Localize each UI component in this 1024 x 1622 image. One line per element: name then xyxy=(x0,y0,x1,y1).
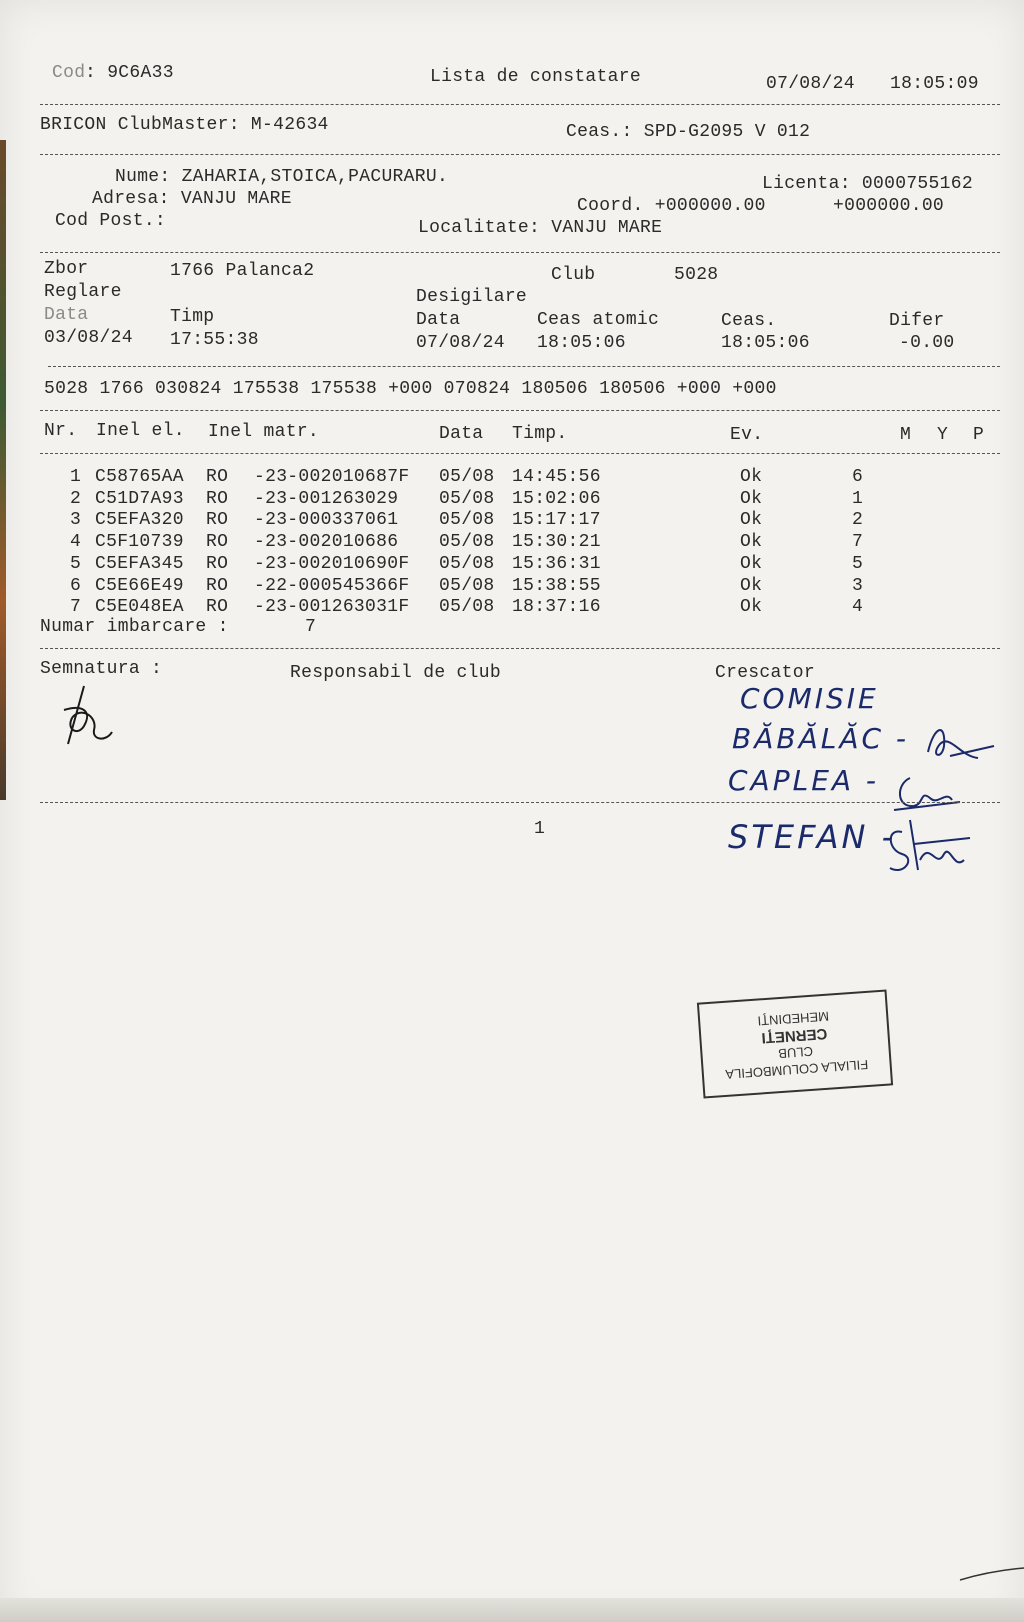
table-row xyxy=(0,553,1024,575)
row-nr: 1 xyxy=(70,467,82,487)
stamp-line-4: MEHEDINŢI xyxy=(757,1008,830,1029)
row-data: 05/08 xyxy=(439,510,495,531)
divider xyxy=(40,453,1000,454)
row-rank: 2 xyxy=(852,510,864,531)
desigilare-label: Desigilare xyxy=(416,287,528,307)
table-row xyxy=(0,509,1024,531)
row-inel-matr: -23-002010690F xyxy=(254,553,410,574)
table-row xyxy=(0,466,1024,488)
row-inel-el: C58765AA xyxy=(95,467,184,487)
col-data: Data xyxy=(439,424,484,444)
row-nr: 7 xyxy=(70,597,82,618)
row-inel-el: C5EFA320 xyxy=(95,510,184,531)
desig-ceas-atomic: 18:05:06 xyxy=(537,333,626,353)
row-inel-matr: -22-000545366F xyxy=(254,575,410,596)
divider xyxy=(40,154,1000,155)
page-number: 1 xyxy=(534,819,546,839)
stamp-line-2: CLUB xyxy=(777,1043,814,1062)
col-m: M xyxy=(900,425,912,445)
reglare-timp-header: Timp xyxy=(170,307,215,327)
row-country: RO xyxy=(206,532,229,553)
row-ev: Ok xyxy=(740,467,763,487)
clock-id: Ceas.: SPD-G2095 V 012 xyxy=(566,122,811,142)
row-nr: 2 xyxy=(70,488,82,509)
page-curl-line xyxy=(960,1560,1024,1590)
row-inel-el: C5F10739 xyxy=(95,532,184,553)
table-row xyxy=(0,596,1024,618)
handwritten-line-4: STEFAN - xyxy=(728,818,897,856)
system-id: BRICON ClubMaster: M-42634 xyxy=(40,115,329,135)
row-data: 05/08 xyxy=(439,575,495,596)
code-label: Cod xyxy=(52,63,86,83)
row-country: RO xyxy=(206,467,229,487)
divider xyxy=(48,366,1000,367)
row-country: RO xyxy=(206,597,229,618)
table-row xyxy=(0,575,1024,597)
table-row xyxy=(0,488,1024,510)
locality: Localitate: VANJU MARE xyxy=(418,218,663,238)
license: Licenta: 0000755162 xyxy=(762,174,973,194)
row-rank: 1 xyxy=(852,488,864,509)
row-country: RO xyxy=(206,488,229,509)
row-country: RO xyxy=(206,553,229,574)
table-row xyxy=(0,531,1024,553)
boarding-value: 7 xyxy=(305,617,317,637)
club-responsible-label: Responsabil de club xyxy=(290,663,501,683)
col-nr: Nr. xyxy=(44,421,78,441)
row-rank: 5 xyxy=(852,553,864,574)
divider xyxy=(40,410,1000,411)
club-value: 5028 xyxy=(674,265,719,285)
row-timp: 18:37:16 xyxy=(512,597,601,618)
row-inel-el: C5E66E49 xyxy=(95,575,184,596)
flight-code-line: 5028 1766 030824 175538 175538 +000 070824 180506 180506 +000 +000 xyxy=(44,379,777,399)
col-inel-el: Inel el. xyxy=(96,421,185,441)
row-ev: Ok xyxy=(740,575,763,596)
col-inel-matr: Inel matr. xyxy=(208,422,320,442)
divider xyxy=(40,252,1000,253)
desig-data: 07/08/24 xyxy=(416,333,505,353)
handwritten-line-1: COMISIE xyxy=(740,682,879,715)
row-timp: 14:45:56 xyxy=(512,467,601,487)
row-data: 05/08 xyxy=(439,467,495,487)
row-inel-matr: -23-001263029 xyxy=(254,488,399,509)
zbor-value: 1766 Palanca2 xyxy=(170,261,315,281)
row-country: RO xyxy=(206,575,229,596)
handwritten-line-3: CAPLEA - xyxy=(728,764,880,797)
desig-data-header: Data xyxy=(416,310,461,330)
header-date: 07/08/24 xyxy=(766,74,855,94)
row-country: RO xyxy=(206,510,229,531)
stamp-line-3: CERNEŢI xyxy=(760,1024,828,1047)
row-rank: 6 xyxy=(852,467,864,487)
signature-label: Semnatura : xyxy=(40,659,163,679)
row-inel-matr: -23-002010687F xyxy=(254,467,410,487)
row-ev: Ok xyxy=(740,597,763,618)
postal-code: Cod Post.: xyxy=(55,211,167,231)
row-inel-matr: -23-000337061 xyxy=(254,510,399,531)
row-rank: 4 xyxy=(852,597,864,618)
reglare-timp: 17:55:38 xyxy=(170,330,259,350)
row-timp: 15:17:17 xyxy=(512,510,601,531)
signature-drawing xyxy=(54,682,124,752)
club-stamp xyxy=(697,989,893,1098)
coordinates-2: +000000.00 xyxy=(833,196,945,216)
col-p: P xyxy=(973,425,985,445)
row-rank: 7 xyxy=(852,532,864,553)
row-data: 05/08 xyxy=(439,488,495,509)
signature-stefan xyxy=(880,810,980,890)
row-ev: Ok xyxy=(740,553,763,574)
document-title: Lista de constatare xyxy=(430,67,641,87)
row-nr: 5 xyxy=(70,553,82,574)
row-data: 05/08 xyxy=(439,532,495,553)
coordinates: Coord. +000000.00 xyxy=(577,196,766,216)
row-ev: Ok xyxy=(740,532,763,553)
row-data: 05/08 xyxy=(439,597,495,618)
zbor-label: Zbor xyxy=(44,259,89,279)
owner-name: Nume: ZAHARIA,STOICA,PACURARU. xyxy=(115,167,449,187)
row-inel-matr: -23-002010686 xyxy=(254,532,399,553)
stamp-line-1: FILIALA COLUMBOFILA xyxy=(724,1056,869,1082)
ceas-header: Ceas. xyxy=(721,311,777,331)
divider xyxy=(40,648,1000,649)
row-inel-el: C5EFA345 xyxy=(95,553,184,574)
row-data: 05/08 xyxy=(439,553,495,574)
signature-babalac xyxy=(920,716,1000,776)
reglare-data: 03/08/24 xyxy=(44,328,133,348)
row-inel-el: C5E048EA xyxy=(95,597,184,618)
row-rank: 3 xyxy=(852,575,864,596)
reglare-data-header: Data xyxy=(44,305,89,325)
divider xyxy=(40,104,1000,105)
row-inel-matr: -23-001263031F xyxy=(254,597,410,618)
difer-value: -0.00 xyxy=(899,333,955,353)
row-timp: 15:30:21 xyxy=(512,532,601,553)
row-inel-el: C51D7A93 xyxy=(95,488,184,509)
row-timp: 15:36:31 xyxy=(512,553,601,574)
row-timp: 15:02:06 xyxy=(512,488,601,509)
handwritten-line-2: BĂBĂLĂC - xyxy=(732,722,910,755)
row-timp: 15:38:55 xyxy=(512,575,601,596)
club-label: Club xyxy=(551,265,596,285)
col-timp: Timp. xyxy=(512,424,568,444)
paper-bottom-edge xyxy=(0,1598,1024,1622)
desig-ceas: 18:05:06 xyxy=(721,333,810,353)
row-nr: 3 xyxy=(70,510,82,531)
row-nr: 4 xyxy=(70,532,82,553)
divider xyxy=(40,802,1000,803)
reglare-label: Reglare xyxy=(44,282,122,302)
header-time: 18:05:09 xyxy=(890,74,979,94)
difer-header: Difer xyxy=(889,311,945,331)
col-y: Y xyxy=(937,425,949,445)
col-ev: Ev. xyxy=(730,425,764,445)
owner-address: Adresa: VANJU MARE xyxy=(92,189,292,209)
breeder-label: Crescator xyxy=(715,663,815,683)
boarding-label: Numar imbarcare : xyxy=(40,617,229,637)
row-ev: Ok xyxy=(740,488,763,509)
ceas-atomic-header: Ceas atomic xyxy=(537,310,660,330)
row-nr: 6 xyxy=(70,575,82,596)
row-ev: Ok xyxy=(740,510,763,531)
code-value: : 9C6A33 xyxy=(85,63,174,83)
